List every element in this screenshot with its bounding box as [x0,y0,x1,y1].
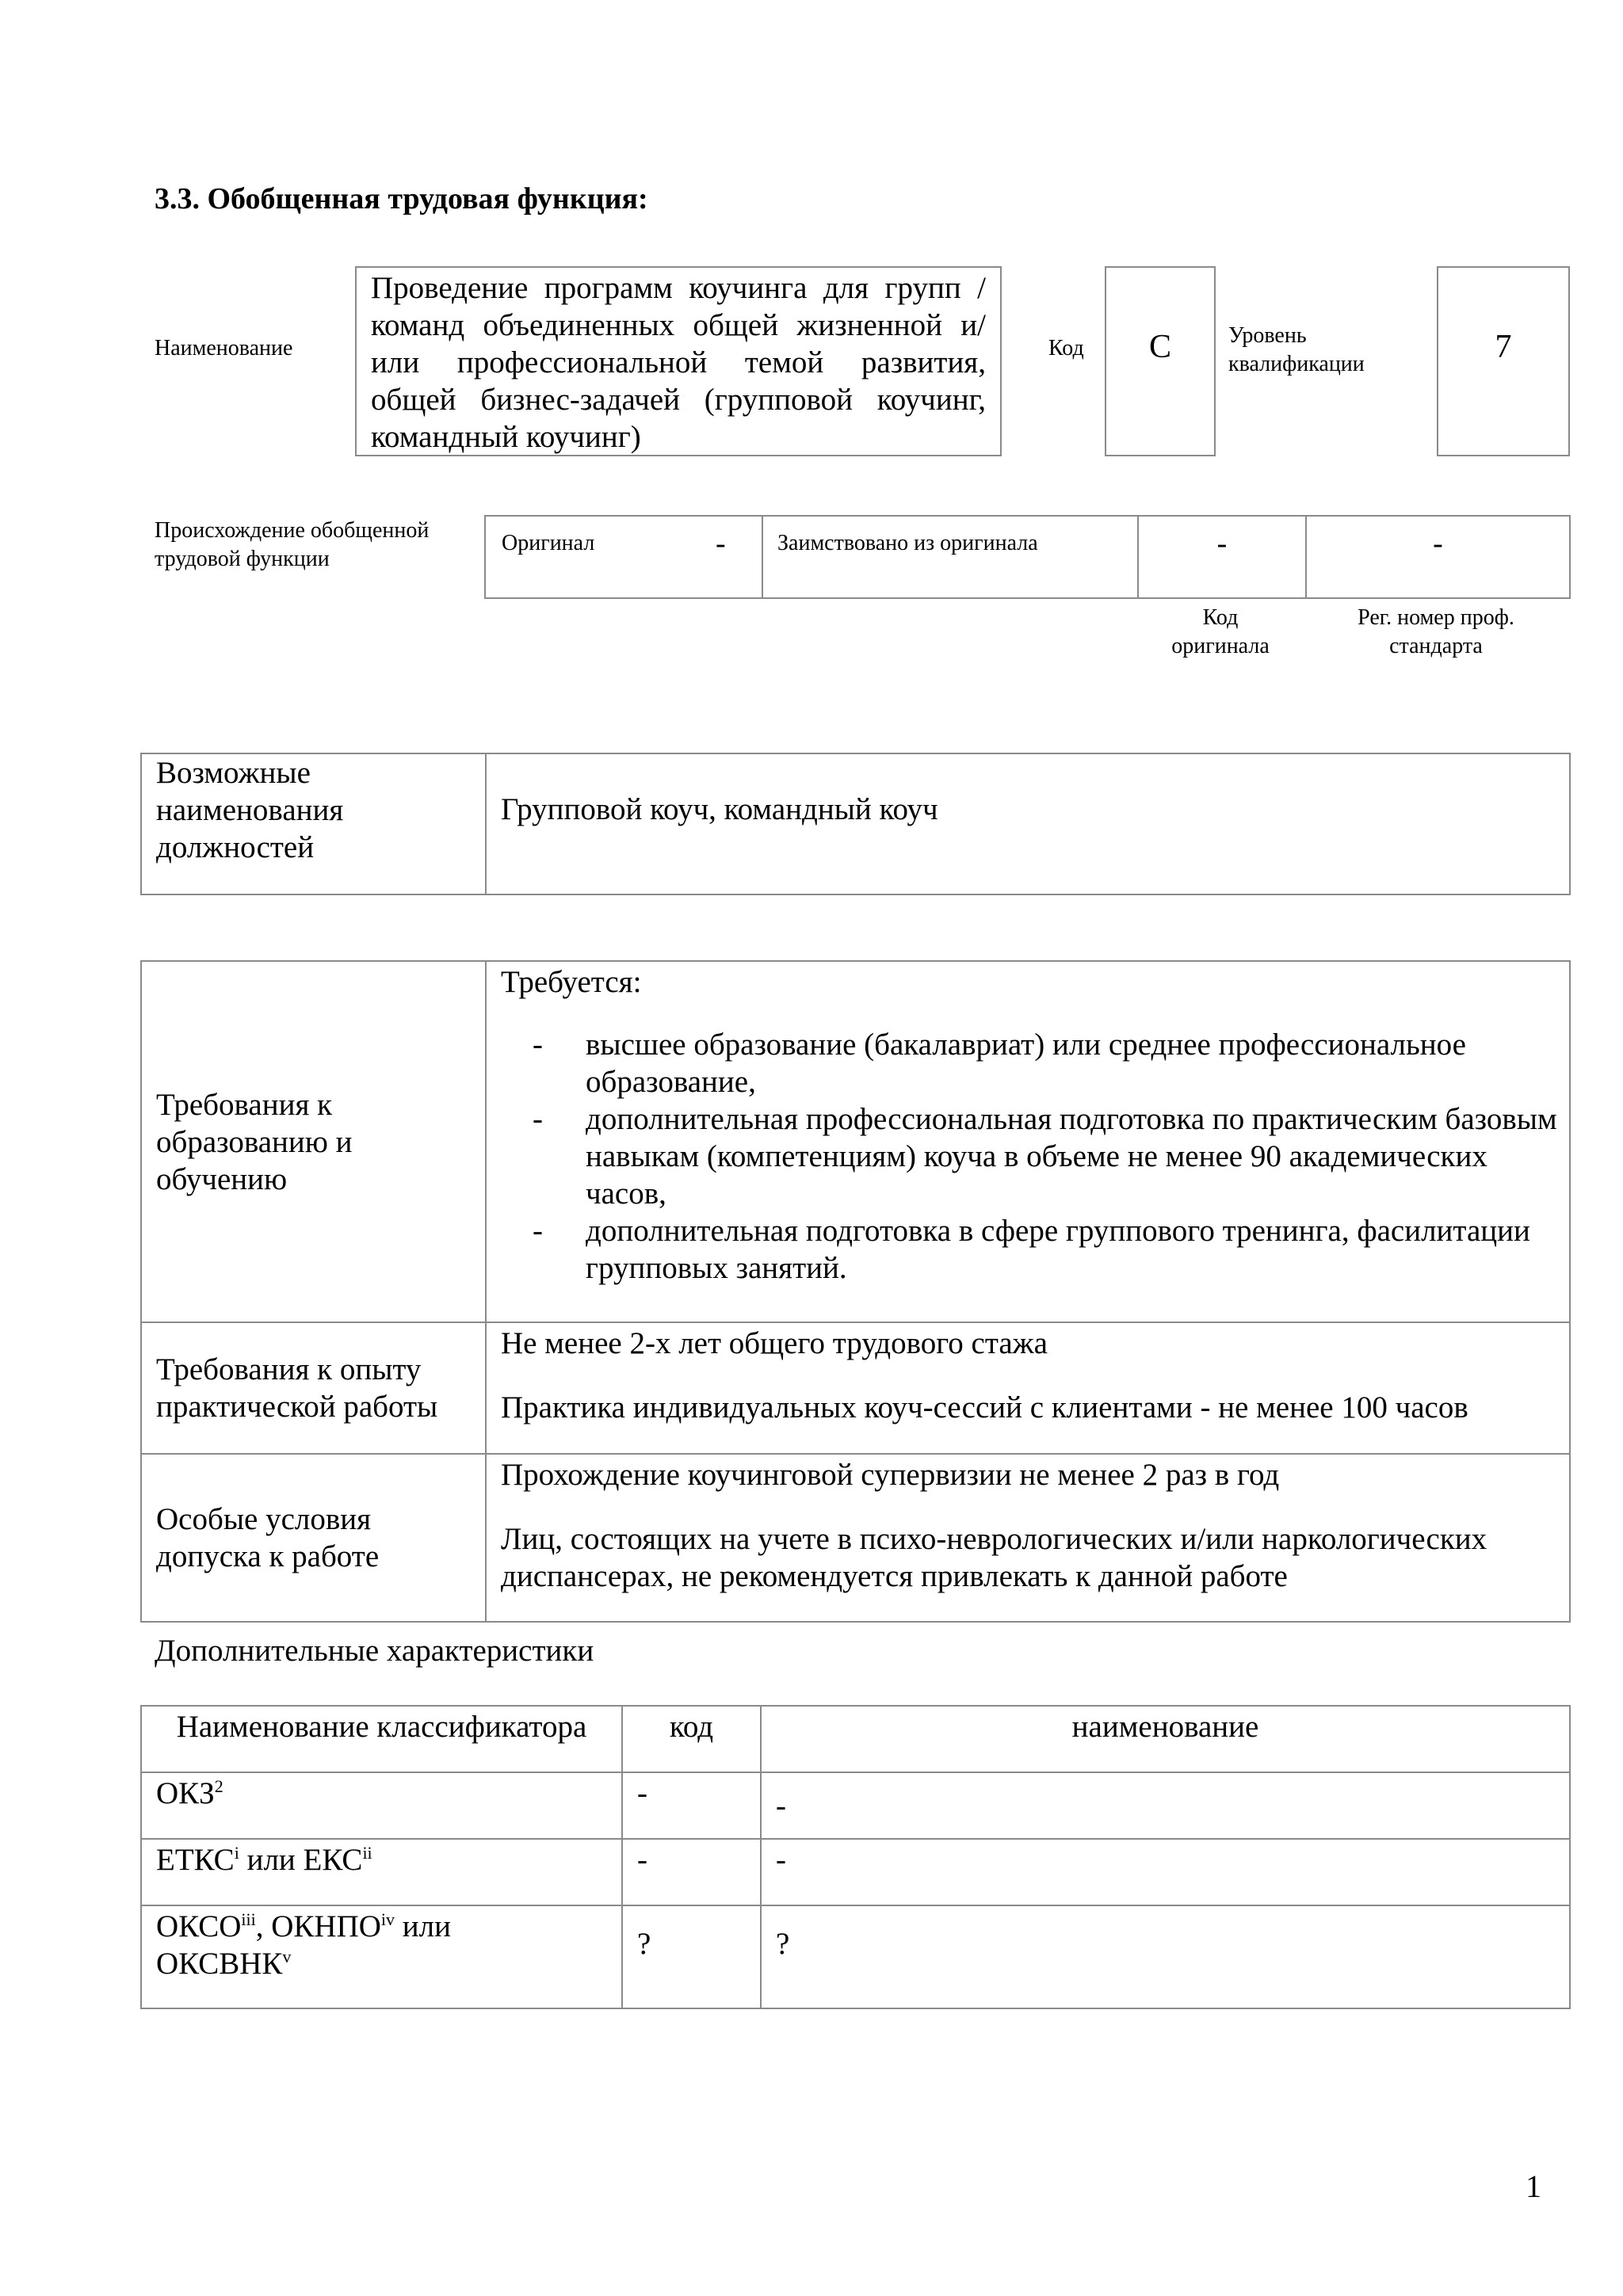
conditions-line: Прохождение коучинговой супервизии не менее 2 раз в год [501,1458,1280,1492]
positions-label: Возможные наименования должностей [156,756,344,864]
conditions-label-cell [141,1454,486,1622]
header-name-cell [761,1706,1570,1772]
qualification-level-label: Уровень квалификации [1228,323,1365,376]
table-row [141,1905,1570,2008]
conditions-line: Лиц, состоящих на учете в психо-неврологических и/или наркологических диспансерах, не рекомендуется привлекать к данной работе [501,1522,1487,1593]
education-item: - высшее образование (бакалавриат) или среднее профессиональное образование, [487,1026,1569,1100]
original-mark: - [716,527,726,560]
name-cell [761,1772,1570,1839]
code-value: ? [637,1927,651,1961]
education-label-cell [141,961,486,1322]
origin-reg-value: - [1433,527,1443,560]
borrowed-label: Заимствовано из оригинала [777,531,1038,555]
code-value: - [637,1776,647,1810]
code-box [1105,266,1216,456]
requirements-table [140,960,1571,1623]
function-name-box [355,266,1002,456]
name-value: - [776,1843,786,1877]
name-cell [761,1839,1570,1905]
additional-title: Дополнительные характеристики [155,1634,594,1668]
origin-table [484,515,1571,599]
experience-value-cell [486,1322,1570,1454]
positions-label-cell [141,753,486,894]
qualification-level-box [1437,266,1570,456]
name-value: ? [776,1927,790,1961]
table-row [141,1839,1570,1905]
name-value: - [776,1789,786,1823]
origin-code-cell [1138,516,1306,598]
experience-line: Практика индивидуальных коуч-сессий с клиентами - не менее 100 часов [501,1390,1468,1425]
classifier-cell [141,1772,622,1839]
origin-code-value: - [1216,527,1228,560]
header-classifier: Наименование классификатора [176,1710,587,1744]
code-cell [622,1905,761,2008]
classifier-okz: ОКЗ$^2$ [156,1776,223,1810]
code-label: Код [1048,336,1084,360]
classifier-okso: ОКСО$^{iii}$, ОКНПО$^{iv}$ или ОКСВНК$^v$ [156,1909,451,1981]
name-label: Наименование [155,336,293,360]
page-number: 1 [1526,2168,1541,2204]
education-list [487,1026,1569,1287]
experience-label-cell [141,1322,486,1454]
positions-value: Групповой коуч, командный коуч [501,792,938,826]
education-item: - дополнительная подготовка в сфере группового тренинга, фасилитации групповых занятий. [487,1212,1569,1287]
code-value: C [1148,329,1171,365]
conditions-value-cell [486,1454,1570,1622]
reg-number-caption: Рег. номер проф. стандарта [1358,605,1514,658]
education-label: Требования к образованию и обучению [156,1087,353,1196]
original-label: Оригинал [502,531,595,555]
positions-table [140,753,1571,895]
qualification-level-value: 7 [1495,329,1512,365]
experience-line: Не менее 2-х лет общего трудового стажа [501,1326,1048,1360]
code-value: - [637,1843,647,1877]
origin-reg-cell [1306,516,1570,598]
education-item: - дополнительная профессиональная подготовка по практическим базовым навыкам (компетенциям) коуча в объеме не менее 90 академических часов, [487,1100,1569,1212]
code-cell [622,1839,761,1905]
function-name-text: Проведение программ коучинга для групп / команд объединенных общей жизненной и/или профессиональной темой развития, общей бизнес-задачей (групповой коучинг, командный коучинг) [371,271,986,454]
origin-borrowed-cell [762,516,1138,598]
section-title: 3.3. Обобщенная трудовая функция: [155,182,648,215]
experience-label: Требования к опыту практической работы [156,1352,438,1424]
header-classifier-cell [141,1706,622,1772]
origin-label: Происхождение обобщенной трудовой функции [155,518,430,571]
origin-original-cell [485,516,762,598]
code-original-caption: Код оригинала [1171,605,1270,658]
classifier-etks: ЕТКС$^i$ или ЕКС$^{ii}$ [156,1843,372,1877]
classifier-cell [141,1905,622,2008]
table-row [141,1772,1570,1839]
code-cell [622,1772,761,1839]
education-intro: Требуется: [501,965,642,999]
header-name: наименование [1071,1710,1259,1744]
header-code-cell [622,1706,761,1772]
education-value-cell [486,961,1570,1322]
conditions-label: Особые условия допуска к работе [156,1502,380,1573]
header-code: код [669,1710,714,1744]
classifier-table [140,1705,1571,2009]
classifier-cell [141,1839,622,1905]
positions-value-cell [486,753,1570,894]
name-cell [761,1905,1570,2008]
